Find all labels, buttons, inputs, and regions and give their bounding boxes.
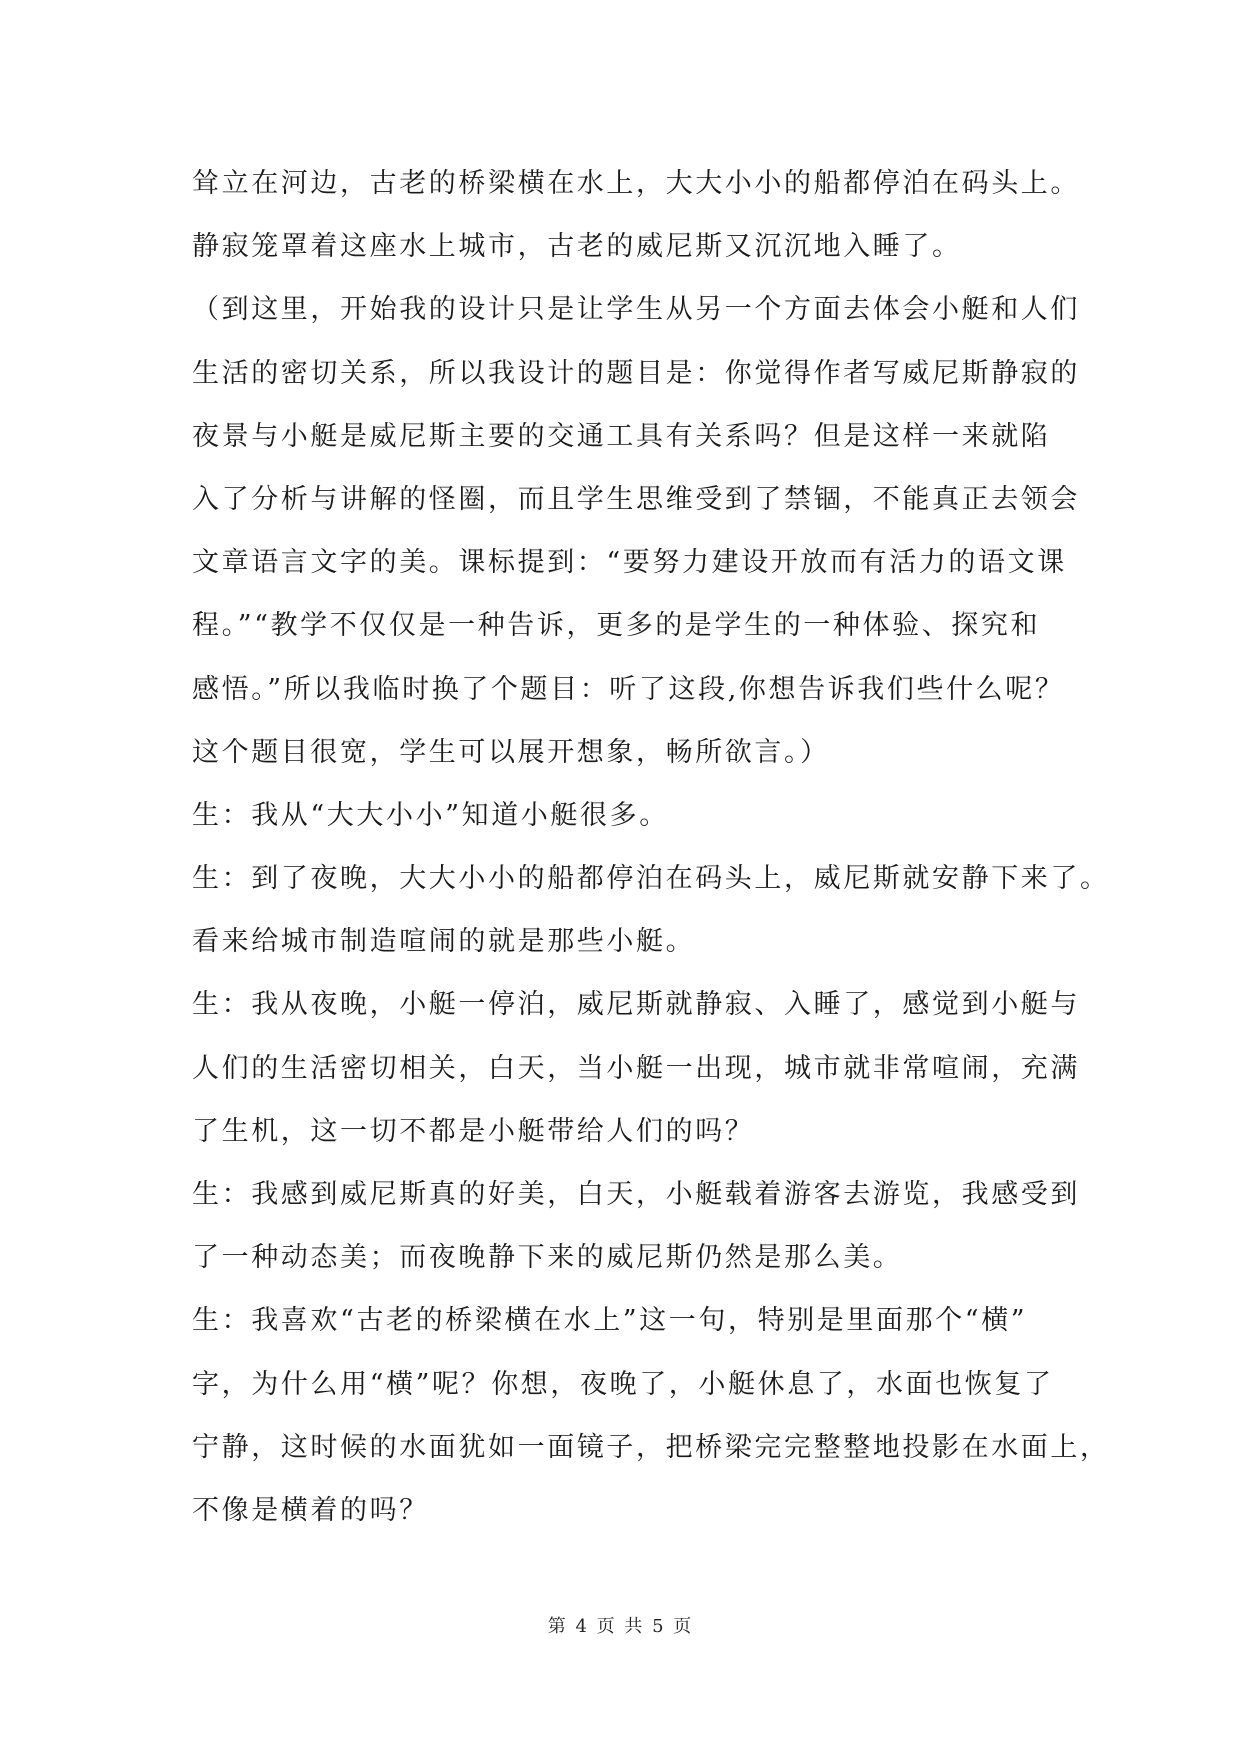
text-line: 程。”“教学不仅仅是一种告诉，更多的是学生的一种体验、探究和 [192,610,1041,642]
text-line: （到这里，开始我的设计只是让学生从另一个方面去体会小艇和人们 [192,294,1080,326]
text-line: 这个题目很宽，学生可以展开想象，畅所欲言。） [192,736,830,768]
text-line: 生：我感到威尼斯真的好美，白天，小艇载着游客去游览，我感受到 [192,1179,1080,1210]
text-line: 夜景与小艇是威尼斯主要的交通工具有关系吗？但是这样一来就陷 [192,420,1051,452]
text-line: 生活的密切关系，所以我设计的题目是：你觉得作者写威尼斯静寂的 [192,357,1080,389]
text-line: 字，为什么用“横”呢？你想，夜晚了，小艇休息了，水面也恢复了 [192,1368,1054,1400]
text-line: 入了分析与讲解的怪圈，而且学生思维受到了禁锢，不能真正去领会 [192,483,1080,515]
text-line: 文章语言文字的美。课标提到：“要努力建设开放而有活力的语文课 [192,547,1067,579]
text-line: 静寂笼罩着这座水上城市，古老的威尼斯又沉沉地入睡了。 [192,231,962,263]
text-line: 生：我从“大大小小”知道小艇很多。 [192,799,669,831]
text-line: 生：我喜欢“古老的桥梁横在水上”这一句，特别是里面那个“横” [192,1305,1028,1337]
text-line: 感悟。”所以我临时换了个题目：听了这段,你想告诉我们些什么呢？ [192,673,1065,705]
text-line: 不像是横着的吗？ [192,1494,429,1526]
text-line: 耸立在河边，古老的桥梁横在水上，大大小小的船都停泊在码头上。 [192,168,1080,199]
page-number: 第 4 页 共 5 页 [547,1616,694,1637]
text-line: 生：到了夜晚，大大小小的船都停泊在码头上，威尼斯就安静下来了。 [192,863,1110,895]
text-line: 生：我从夜晚，小艇一停泊，威尼斯就静寂、入睡了，感觉到小艇与 [192,989,1080,1021]
text-line: 了一种动态美；而夜晚静下来的威尼斯仍然是那么美。 [192,1242,903,1274]
document-body [192,162,1110,1552]
text-line: 人们的生活密切相关，白天，当小艇一出现，城市就非常喧闹，充满 [192,1052,1080,1084]
text-line: 了生机，这一切不都是小艇带给人们的吗？ [192,1115,755,1147]
text-line: 宁静，这时候的水面犹如一面镜子，把桥梁完完整整地投影在水面上， [192,1431,1110,1463]
text-line: 看来给城市制造喧闹的就是那些小艇。 [192,926,696,958]
